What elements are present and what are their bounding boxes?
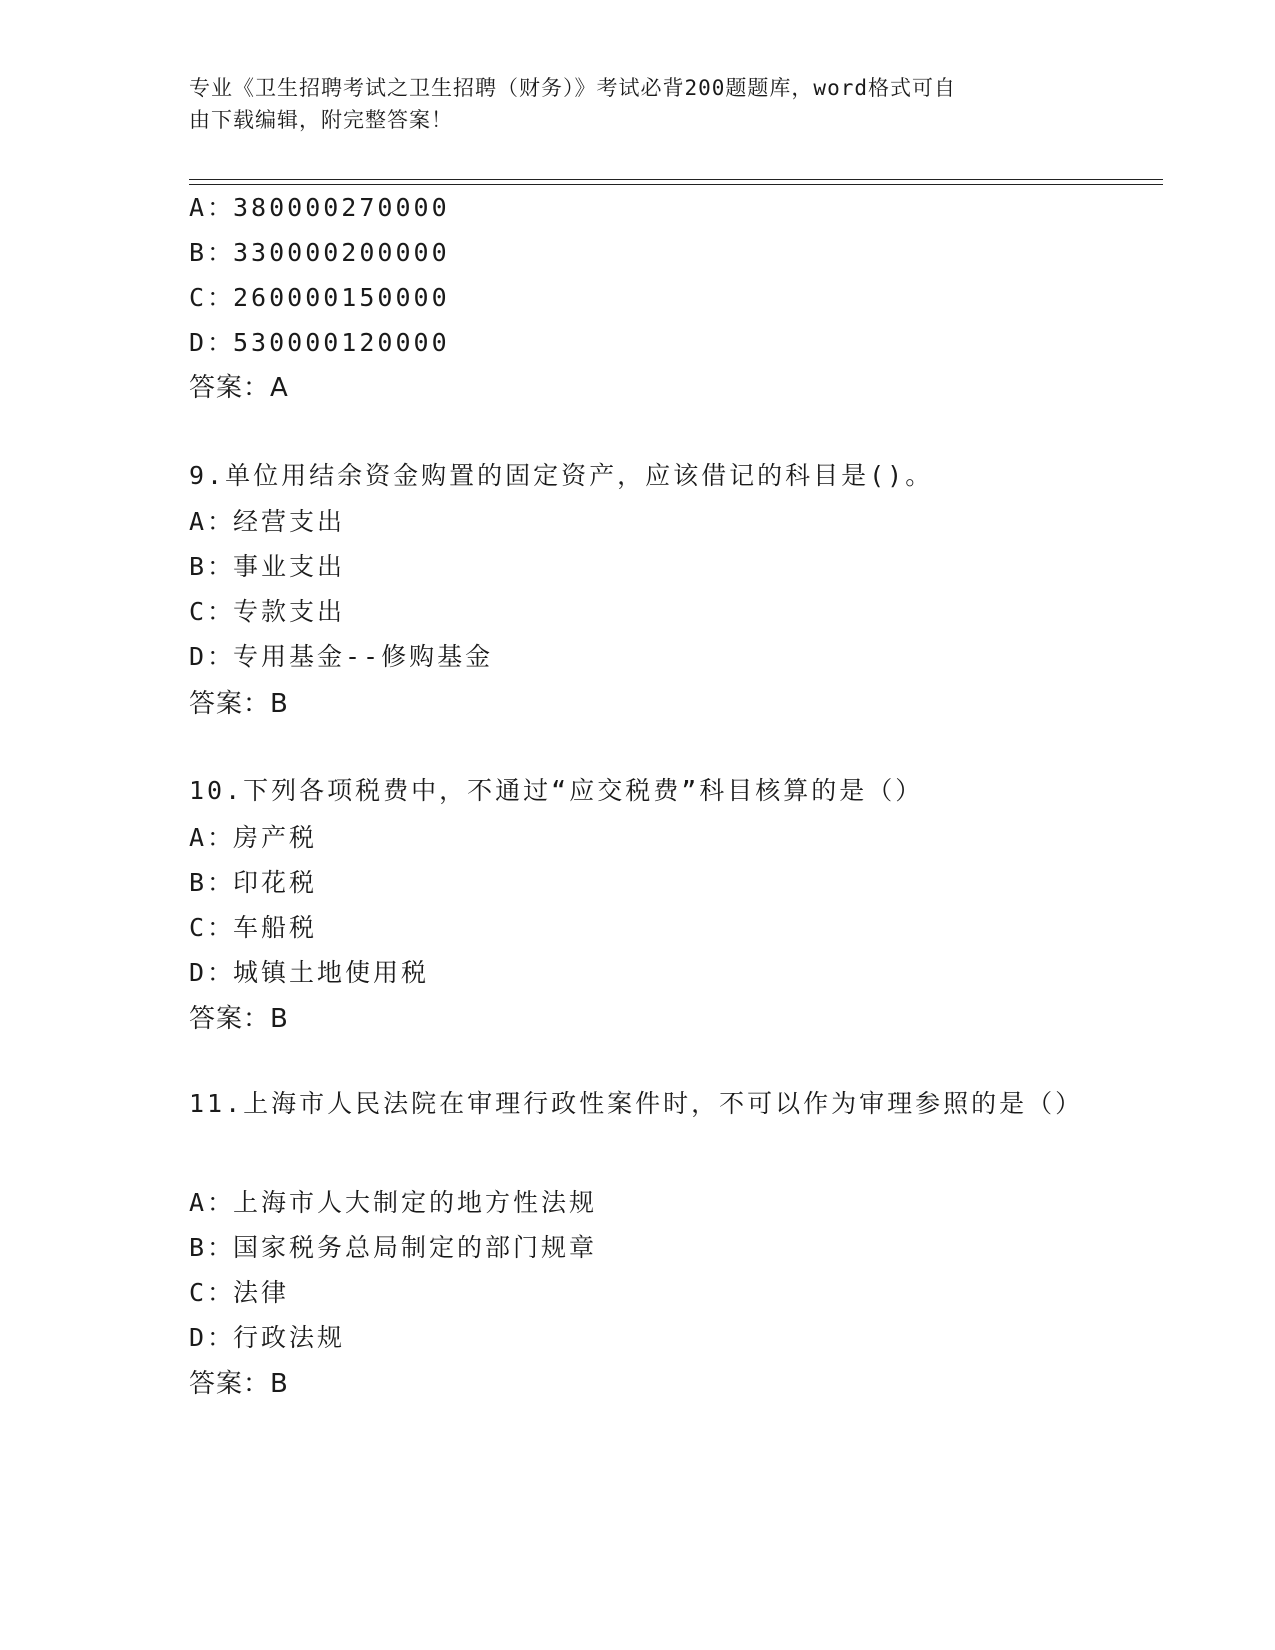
option-label: B：	[189, 1233, 236, 1262]
option-label: D：	[189, 328, 236, 357]
q10-question: 10.下列各项税费中，不通过“应交税费”科目核算的是（）	[189, 776, 924, 805]
option-text: 上海市人大制定的地方性法规	[233, 1188, 598, 1217]
q10-option-b	[189, 867, 317, 899]
q8-option-d	[189, 327, 450, 359]
q9-answer: 答案：B	[189, 689, 289, 719]
option-text: 260000150000	[233, 283, 450, 312]
header-divider-top	[189, 179, 1163, 180]
option-text: 城镇土地使用税	[233, 958, 430, 987]
q11-option-d	[189, 1322, 345, 1354]
option-label: A：	[189, 823, 236, 852]
q11-option-a	[189, 1187, 597, 1219]
q8-option-c	[189, 282, 450, 314]
option-text: 专款支出	[233, 597, 346, 626]
option-label: D：	[189, 1323, 236, 1352]
option-text: 国家税务总局制定的部门规章	[233, 1233, 598, 1262]
q9-option-b	[189, 551, 345, 583]
option-label: C：	[189, 1278, 236, 1307]
option-label: B：	[189, 238, 236, 267]
document-header	[189, 72, 1089, 136]
q9-option-d	[189, 641, 493, 673]
option-text: 房产税	[233, 823, 318, 852]
option-label: C：	[189, 913, 236, 942]
option-label: C：	[189, 283, 236, 312]
q9-question: 9.单位用结余资金购置的固定资产，应该借记的科目是()。	[189, 461, 934, 490]
q10-option-a	[189, 822, 317, 854]
option-label: D：	[189, 642, 236, 671]
header-divider-bottom	[189, 184, 1163, 185]
option-text: 专用基金--修购基金	[233, 642, 494, 671]
option-text: 事业支出	[233, 552, 346, 581]
option-text: 行政法规	[233, 1323, 346, 1352]
option-text: 印花税	[233, 868, 318, 897]
q8-answer: 答案：A	[189, 373, 289, 403]
option-text: 车船税	[233, 913, 318, 942]
q9-option-a	[189, 506, 345, 538]
option-label: A：	[189, 1188, 236, 1217]
q10-option-c	[189, 912, 317, 944]
option-text: 经营支出	[233, 507, 346, 536]
option-text: 330000200000	[233, 238, 450, 267]
q11-option-b	[189, 1232, 597, 1264]
q10-answer: 答案：B	[189, 1004, 289, 1034]
q8-option-a	[189, 192, 450, 224]
option-label: D：	[189, 958, 236, 987]
header-line-1: 专业《卫生招聘考试之卫生招聘（财务）》考试必背200题题库，word格式可自	[189, 76, 956, 100]
q9-option-c	[189, 596, 345, 628]
option-text: 530000120000	[233, 328, 450, 357]
option-label: A：	[189, 507, 236, 536]
q11-question: 11.上海市人民法院在审理行政性案件时，不可以作为审理参照的是（）	[189, 1089, 1084, 1118]
option-text: 法律	[233, 1278, 290, 1307]
option-label: C：	[189, 597, 236, 626]
option-label: A：	[189, 193, 236, 222]
q11-option-c	[189, 1277, 289, 1309]
option-text: 380000270000	[233, 193, 450, 222]
option-label: B：	[189, 868, 236, 897]
q8-option-b	[189, 237, 450, 269]
header-line-2: 由下载编辑，附完整答案！	[189, 108, 453, 132]
q10-option-d	[189, 957, 429, 989]
q11-answer: 答案：B	[189, 1369, 289, 1399]
option-label: B：	[189, 552, 236, 581]
